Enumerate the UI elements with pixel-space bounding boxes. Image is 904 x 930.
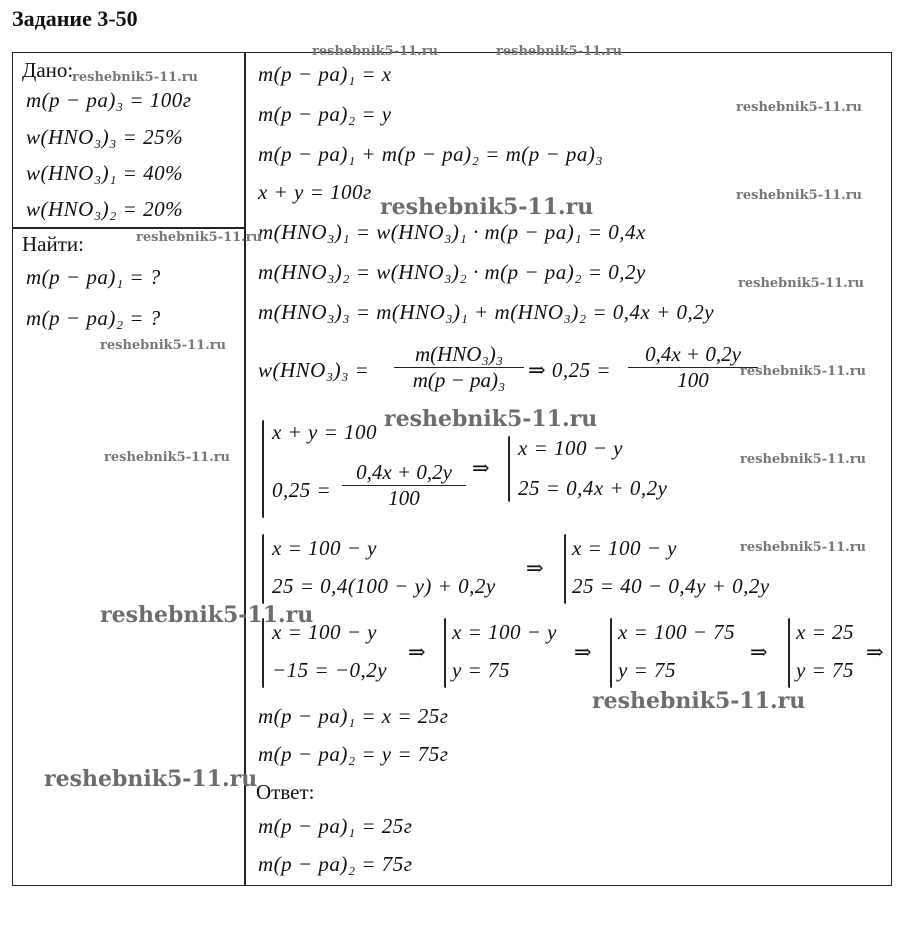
solution-line: m(p − pa)₁ + m(p − pa)₂ = m(p − pa)₃ [258,142,604,166]
fraction-numerator: 0,4x + 0,2y [342,460,466,486]
w-eq-lhs: w(HNO₃)₃ = [258,358,370,382]
watermark: reshebnik5-11.ru [100,338,227,353]
watermark: reshebnik5-11.ru [740,364,867,379]
implies-arrow: ⇒ [472,456,491,480]
watermark: reshebnik5-11.ru [592,688,806,714]
fraction-denominator: 100 [388,486,420,510]
answer-line: m(p − pa)₁ = 25г [258,814,413,838]
system-eq: x = 100 − y [452,620,557,644]
watermark: reshebnik5-11.ru [740,540,867,555]
given-item: w(HNO₃)₂ = 20% [26,197,184,221]
watermark: reshebnik5-11.ru [380,194,594,220]
system-eq: −15 = −0,2y [272,658,388,682]
watermark: reshebnik5-11.ru [738,276,865,291]
system-brace [262,534,264,604]
system-brace [262,420,264,518]
system-eq: 0,25 = [272,478,332,502]
system-eq: x = 100 − y [518,436,623,460]
system-eq: y = 75 [618,658,676,682]
system-eq: x = 100 − y [272,620,377,644]
fraction-denominator: m(p − pa)₃ [412,368,506,392]
solution-line: m(p − pa)₁ = x [258,62,392,86]
solution-line: m(HNO₃)₂ = w(HNO₃)₂ · m(p − pa)₂ = 0,2y [258,260,646,284]
solution-line: m(HNO₃)₁ = w(HNO₃)₁ · m(p − pa)₁ = 0,4x [258,220,646,244]
fraction-numerator: 0,4x + 0,2y [628,342,758,368]
system-fraction [342,460,466,511]
solution-line: m(p − pa)₂ = y [258,102,392,126]
implies-arrow: ⇒ [408,640,427,664]
watermark: reshebnik5-11.ru [384,406,598,432]
watermark: reshebnik5-11.ru [104,450,231,465]
solution-line: m(HNO₃)₃ = m(HNO₃)₁ + m(HNO₃)₂ = 0,4x + 0,2y [258,300,715,324]
fraction-denominator: 100 [677,368,709,392]
system-eq: x = 25 [796,620,854,644]
find-label: Найти: [22,232,84,256]
given-item: m(p − pa)₃ = 100г [26,88,192,112]
find-item: m(p − pa)₁ = ? [26,265,161,289]
watermark: reshebnik5-11.ru [736,100,863,115]
system-brace [508,436,510,502]
watermark: reshebnik5-11.ru [72,70,199,85]
implies-arrow: ⇒ [750,640,769,664]
system-eq: 25 = 0,4(100 − y) + 0,2y [272,574,496,598]
system-eq: x = 100 − y [272,536,377,560]
watermark: reshebnik5-11.ru [496,44,623,59]
system-eq: 25 = 40 − 0,4y + 0,2y [572,574,770,598]
answer-label: Ответ: [256,780,315,804]
fraction-numerator: m(HNO₃)₃ [394,342,524,368]
answer-line: m(p − pa)₂ = 75г [258,852,413,876]
watermark: reshebnik5-11.ru [312,44,439,59]
implies-arrow: ⇒ [526,556,545,580]
w-eq-fraction-2 [628,342,758,393]
system-eq: x + y = 100 [272,420,377,444]
system-brace [444,618,446,688]
system-eq: y = 75 [452,658,510,682]
watermark: reshebnik5-11.ru [44,766,258,792]
system-brace [564,534,566,604]
find-item: m(p − pa)₂ = ? [26,306,161,330]
system-eq: x = 100 − 75 [618,620,736,644]
watermark: reshebnik5-11.ru [740,452,867,467]
given-label: Дано: [22,58,74,82]
w-eq-mid: ⇒ 0,25 = [528,358,612,382]
watermark: reshebnik5-11.ru [100,602,314,628]
system-eq: x = 100 − y [572,536,677,560]
page-title: Задание 3-50 [12,6,138,31]
system-eq: y = 75 [796,658,854,682]
system-brace [788,618,790,688]
system-brace [262,618,264,688]
given-item: w(HNO₃)₃ = 25% [26,125,184,149]
system-eq: 25 = 0,4x + 0,2y [518,476,668,500]
watermark: reshebnik5-11.ru [736,188,863,203]
system-brace [610,618,612,688]
solution-line: x + y = 100г [258,180,372,204]
given-item: w(HNO₃)₁ = 40% [26,161,184,185]
w-eq-fraction [394,342,524,393]
implies-arrow: ⇒ [866,640,885,664]
implies-arrow: ⇒ [574,640,593,664]
result-line: m(p − pa)₁ = x = 25г [258,704,449,728]
watermark: reshebnik5-11.ru [136,230,263,245]
result-line: m(p − pa)₂ = y = 75г [258,742,449,766]
